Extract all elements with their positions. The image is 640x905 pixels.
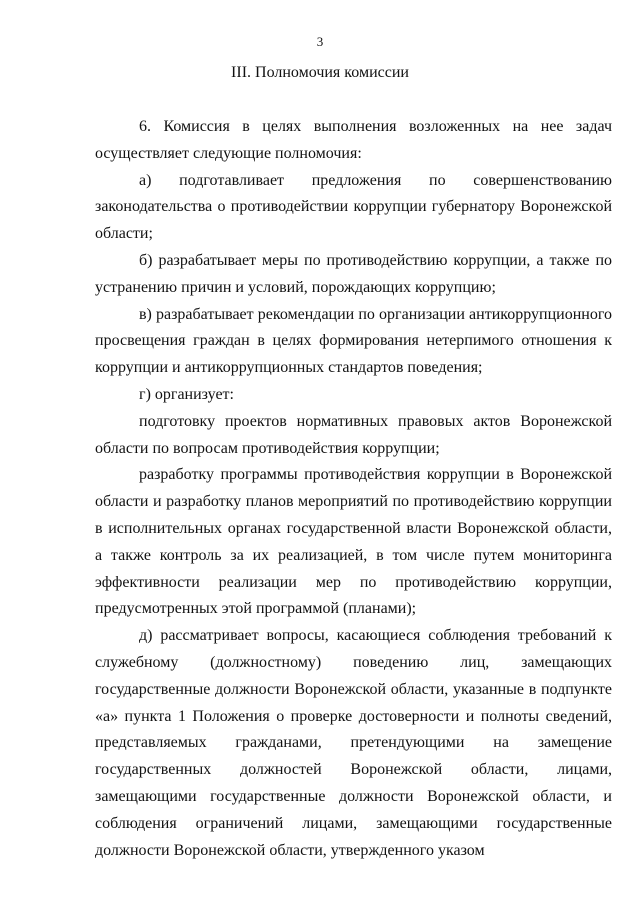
section-title: III. Полномочия комиссии [231, 64, 409, 81]
paragraph-6-intro: 6. Комиссия в целях выполнения возложенных на нее задач осуществляет следующие полномочия: [95, 118, 612, 162]
page-number: 3 [316, 34, 324, 49]
paragraph-g: г) организует: [139, 385, 234, 403]
paragraph-g-item-2: разработку программы противодействия коррупции в Воронежской области и разработку планов мероприятий по противодействию коррупции в исполнительных органах государственной власти Воронежской области, а также контроль за их реализацией, в том числе путем мониторинга эффективности реализации мер по противодействию коррупции, предусмотренных этой программой (планами); [95, 466, 612, 618]
paragraph-g-item-1: подготовку проектов нормативных правовых актов Воронежской области по вопросам противодействия коррупции; [95, 412, 612, 457]
paragraph-b: б) разрабатывает меры по противодействию коррупции, а также по устранению причин и условий, порождающих коррупцию; [95, 251, 612, 296]
document-body [95, 114, 612, 864]
paragraph-v: в) разрабатывает рекомендации по организации антикоррупционного просвещения граждан в целях формирования нетерпимого отношения к коррупции и антикоррупционных стандартов поведения; [95, 305, 612, 377]
paragraph-a: а) подготавливает предложения по совершенствованию законодательства о противодействии коррупции губернатору Воронежской области; [95, 171, 612, 243]
paragraph-d: д) рассматривает вопросы, касающиеся соблюдения требований к служебному (должностному) поведению лиц, замещающих государственные должности Воронежской области, указанные в подпункте «а» пункта 1 Положения о проверке достоверности и полноты сведений, представляемых гражданами, претендующими на замещение государственных должностей Воронежской области, лицами, замещающими государственные должности Воронежской области, и соблюдения ограничений лицами, замещающими государственные должности Воронежской области, утвержденного указом [95, 627, 612, 859]
